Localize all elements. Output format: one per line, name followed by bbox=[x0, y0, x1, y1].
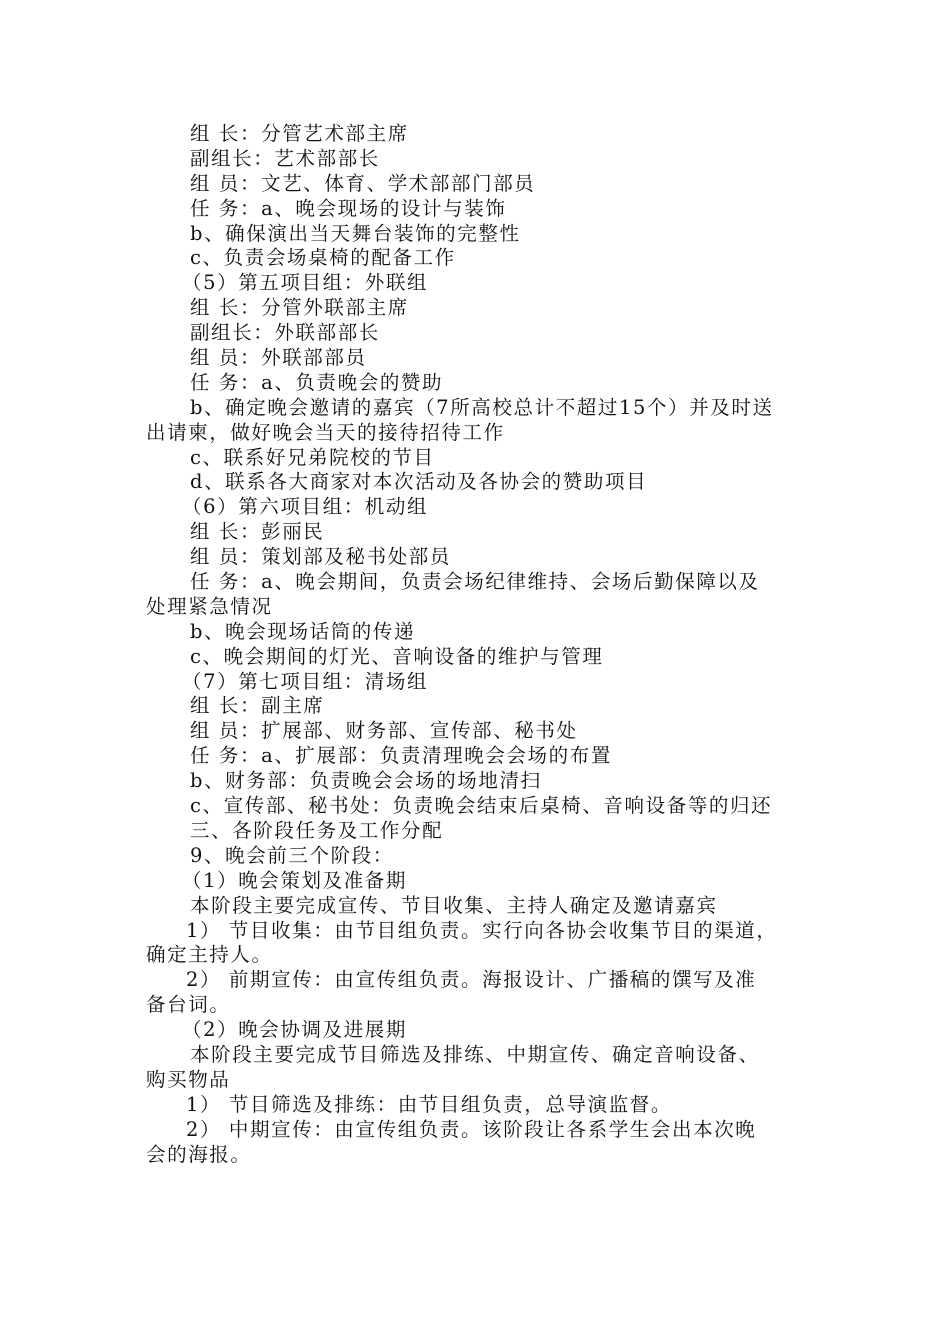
text-line: 组 员：策划部及秘书处部员 bbox=[190, 545, 451, 569]
text-line: c、宣传部、秘书处：负责晚会结束后桌椅、音响设备等的归还 bbox=[190, 794, 773, 818]
text-line: 1） 节目筛选及排练：由节目组负责，总导演监督。 bbox=[186, 1092, 673, 1116]
document-body bbox=[146, 122, 816, 1167]
text-line: （2）晚会协调及进展期 bbox=[182, 1018, 408, 1042]
text-line: 副组长：艺术部部长 bbox=[190, 146, 380, 170]
text-line: 组 长：分管外联部主席 bbox=[190, 296, 409, 320]
text-line: 副组长：外联部部长 bbox=[190, 321, 380, 345]
text-line: （5）第五项目组：外联组 bbox=[182, 271, 429, 295]
text-line: b、晚会现场话筒的传递 bbox=[190, 619, 416, 643]
text-line: 三、各阶段任务及工作分配 bbox=[190, 818, 444, 842]
text-line: b、财务部：负责晚会会场的场地清扫 bbox=[190, 769, 542, 793]
text-line: （1）晚会策划及准备期 bbox=[182, 868, 408, 892]
text-line: b、确定晚会邀请的嘉宾（7所高校总计不超过15个）并及时送 bbox=[190, 395, 774, 419]
text-line: 组 员：文艺、体育、学术部部门部员 bbox=[190, 171, 536, 195]
text-line: （6）第六项目组：机动组 bbox=[182, 495, 429, 519]
text-line: （7）第七项目组：清场组 bbox=[182, 669, 429, 693]
text-line: 组 长：彭丽民 bbox=[190, 520, 325, 544]
text-line: 2） 中期宣传：由宣传组负责。该阶段让各系学生会出本次晚 bbox=[186, 1117, 757, 1141]
text-line: 组 长：副主席 bbox=[190, 694, 325, 718]
text-line: 本阶段主要完成宣传、节目收集、主持人确定及邀请嘉宾 bbox=[190, 893, 718, 917]
text-line: 购买物品 bbox=[146, 1067, 231, 1091]
text-line: c、联系好兄弟院校的节目 bbox=[190, 445, 435, 469]
text-line: d、联系各大商家对本次活动及各协会的赞助项目 bbox=[190, 470, 648, 494]
text-line: 出请柬，做好晚会当天的接待招待工作 bbox=[146, 420, 505, 444]
text-line: c、晚会期间的灯光、音响设备的维护与管理 bbox=[190, 644, 604, 668]
text-line: c、负责会场桌椅的配备工作 bbox=[190, 246, 456, 270]
text-line: 9、晚会前三个阶段： bbox=[190, 843, 394, 867]
text-line: 确定主持人。 bbox=[146, 943, 273, 967]
text-line: 组 员：扩展部、财务部、宣传部、秘书处 bbox=[190, 719, 578, 743]
text-line: 会的海报。 bbox=[146, 1142, 252, 1166]
text-line: 2） 前期宣传：由宣传组负责。海报设计、广播稿的馔写及准 bbox=[186, 968, 757, 992]
text-line: 本阶段主要完成节目筛选及排练、中期宣传、确定音响设备、 bbox=[190, 1042, 760, 1066]
text-line: 处理紧急情况 bbox=[146, 594, 273, 618]
text-line: 组 员：外联部部员 bbox=[190, 346, 367, 370]
text-line: 任 务：a、扩展部：负责清理晚会会场的布置 bbox=[190, 744, 612, 768]
text-line: 任 务：a、晚会现场的设计与装饰 bbox=[190, 196, 507, 220]
text-line: 备台词。 bbox=[146, 993, 231, 1017]
text-line: 任 务：a、负责晚会的赞助 bbox=[190, 370, 444, 394]
text-line: 组 长：分管艺术部主席 bbox=[190, 122, 409, 145]
text-line: 任 务：a、晚会期间，负责会场纪律维持、会场后勤保障以及 bbox=[190, 570, 760, 594]
text-line: 1） 节目收集：由节目组负责。实行向各协会收集节目的渠道， bbox=[186, 918, 778, 942]
text-line: b、确保演出当天舞台装饰的完整性 bbox=[190, 221, 521, 245]
